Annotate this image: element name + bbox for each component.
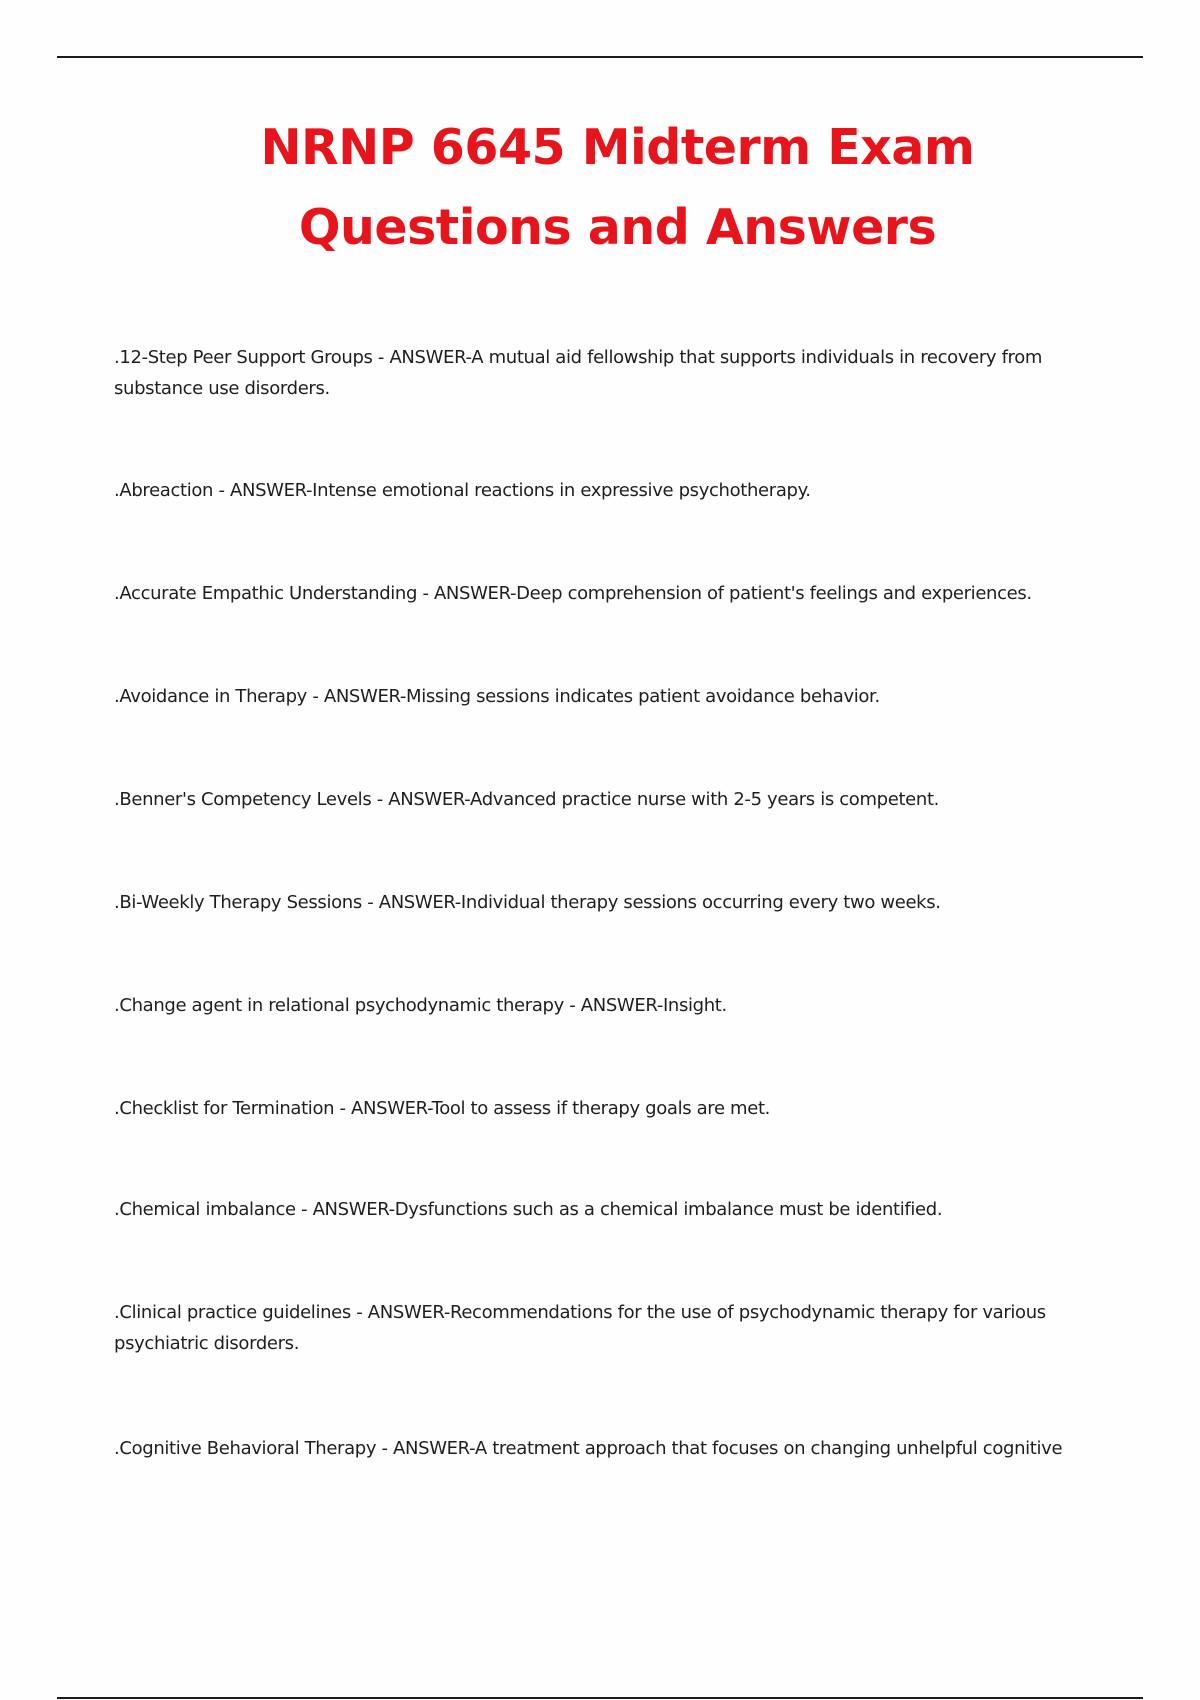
qa-item: .Chemical imbalance - ANSWER-Dysfunctions such as a chemical imbalance must be identified. <box>114 1199 943 1220</box>
bottom-rule <box>57 1697 1143 1699</box>
qa-item: .Accurate Empathic Understanding - ANSWER-Deep comprehension of patient's feelings and experiences. <box>114 583 1032 604</box>
document-title: NRNP 6645 Midterm Exam Questions and Answers <box>260 119 975 256</box>
qa-item: .Abreaction - ANSWER-Intense emotional reactions in expressive psychotherapy. <box>114 480 811 501</box>
qa-item: .Benner's Competency Levels - ANSWER-Advanced practice nurse with 2-5 years is competent. <box>114 789 940 810</box>
top-rule <box>57 56 1143 58</box>
qa-item: .Bi-Weekly Therapy Sessions - ANSWER-Individual therapy sessions occurring every two weeks. <box>114 892 941 913</box>
qa-item: .Avoidance in Therapy - ANSWER-Missing sessions indicates patient avoidance behavior. <box>114 686 880 707</box>
qa-item: .12-Step Peer Support Groups - ANSWER-A mutual aid fellowship that supports individuals in recovery from substance use disorders. <box>114 347 1043 399</box>
qa-item: .Cognitive Behavioral Therapy - ANSWER-A treatment approach that focuses on changing unhelpful cognitive <box>114 1438 1063 1459</box>
qa-item: .Clinical practice guidelines - ANSWER-Recommendations for the use of psychodynamic therapy for various psychiatric disorders. <box>114 1302 1046 1354</box>
qa-item: .Change agent in relational psychodynamic therapy - ANSWER-Insight. <box>114 995 727 1016</box>
qa-item: .Checklist for Termination - ANSWER-Tool to assess if therapy goals are met. <box>114 1098 771 1119</box>
